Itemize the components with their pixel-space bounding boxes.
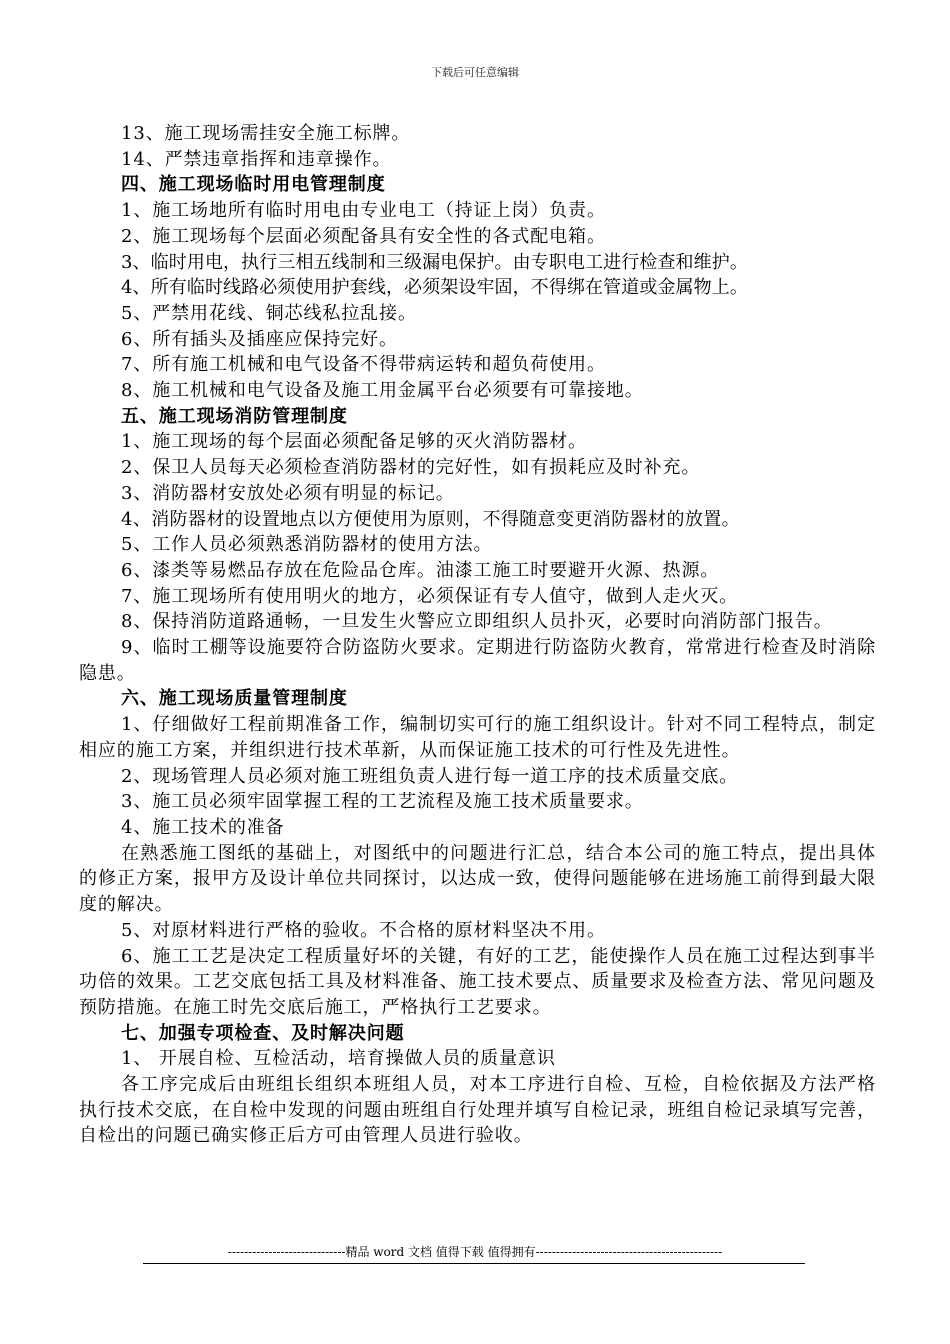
list-item: 6、漆类等易燃品存放在危险品仓库。油漆工施工时要避开火源、热源。 [121,559,720,581]
paragraph: 各工序完成后由班组长组织本班组人员，对本工序进行自检、互检，自检依据及方法严格执行技术交底，在自检中发现的问题由班组自行处理并填写自检记录，班组自检记录填写完善，自检出的问题已确实修正后方可由管理人员进行验收。 [79,1074,876,1147]
page-footer: -----------------------------精品 word 文档 值得下载 值得拥有---------------------------------------------- [227,1245,723,1259]
list-item: 8、施工机械和电气设备及施工用金属平台必须要有可靠接地。 [121,380,644,402]
paragraph: 在熟悉施工图纸的基础上，对图纸中的问题进行汇总，结合本公司的施工特点，提出具体的修正方案，报甲方及设计单位共同探讨，以达成一致，使得问题能够在进场施工前得到最大限度的解决。 [79,842,876,916]
list-item: 14、严禁违章指挥和违章操作。 [121,148,392,170]
list-item: 7、施工现场所有使用明火的地方，必须保证有专人值守，做到人走火灭。 [121,585,739,607]
list-item: 2、施工现场每个层面必须配备具有安全性的各式配电箱。 [121,225,606,247]
list-item: 7、所有施工机械和电气设备不得带病运转和超负荷使用。 [121,354,606,376]
section-heading: 六、施工现场质量管理制度 [121,688,348,710]
paragraph: 1、仔细做好工程前期准备工作，编制切实可行的施工组织设计。针对不同工程特点，制定相应的施工方案，并组织进行技术革新，从而保证施工技术的可行性及先进性。 [79,714,876,761]
list-item: 4、施工技术的准备 [121,816,285,838]
list-item: 5、严禁用花线、铜芯线私拉乱接。 [121,302,417,324]
footer-divider [143,1263,805,1264]
paragraph: 6、施工工艺是决定工程质量好坏的关键，有好的工艺，能使操作人员在施工过程达到事半功倍的效果。工艺交底包括工具及材料准备、施工技术要点、质量要求及检查方法、常见问题及预防措施。在施工时先交底后施工，严格执行工艺要求。 [79,945,876,1018]
list-item: 1、施工场地所有临时用电由专业电工（持证上岗）负责。 [121,200,606,222]
paragraph: 9、临时工棚等设施要符合防盗防火要求。定期进行防盗防火教育，常常进行检查及时消除隐患。 [79,637,876,684]
list-item: 13、施工现场需挂安全施工标牌。 [121,123,411,144]
section-heading: 四、施工现场临时用电管理制度 [121,174,386,196]
section-heading: 五、施工现场消防管理制度 [121,405,348,427]
list-item: 5、工作人员必须熟悉消防器材的使用方法。 [121,534,493,556]
document-body [79,121,876,1149]
list-item: 5、对原材料进行严格的验收。不合格的原材料坚决不用。 [121,919,606,941]
list-item: 4、所有临时线路必须使用护套线，必须架设牢固，不得绑在管道或金属物上。 [121,277,748,299]
list-item: 3、临时用电，执行三相五线制和三级漏电保护。由专职电工进行检查和维护。 [121,251,748,273]
list-item: 6、所有插头及插座应保持完好。 [121,328,398,350]
list-item: 3、施工员必须牢固掌握工程的工艺流程及施工技术质量要求。 [121,791,644,813]
list-item: 3、消防器材安放处必须有明显的标记。 [121,482,455,504]
list-item: 2、现场管理人员必须对施工班组负责人进行每一道工序的技术质量交底。 [121,765,739,787]
list-item: 4、消防器材的设置地点以方便使用为原则，不得随意变更消防器材的放置。 [121,508,741,530]
list-item: 2、保卫人员每天必须检查消防器材的完好性，如有损耗应及时补充。 [121,457,701,479]
section-heading: 七、加强专项检查、及时解决问题 [121,1022,405,1044]
list-item: 1、 开展自检、互检活动，培育操做人员的质量意识 [121,1048,556,1070]
paragraph: 8、保持消防道路通畅，一旦发生火警应立即组织人员扑灭，必要时向消防部门报告。 [121,611,833,633]
list-item: 1、施工现场的每个层面必须配备足够的灭火消防器材。 [121,431,587,453]
page-header: 下载后可任意编辑 [431,66,519,79]
